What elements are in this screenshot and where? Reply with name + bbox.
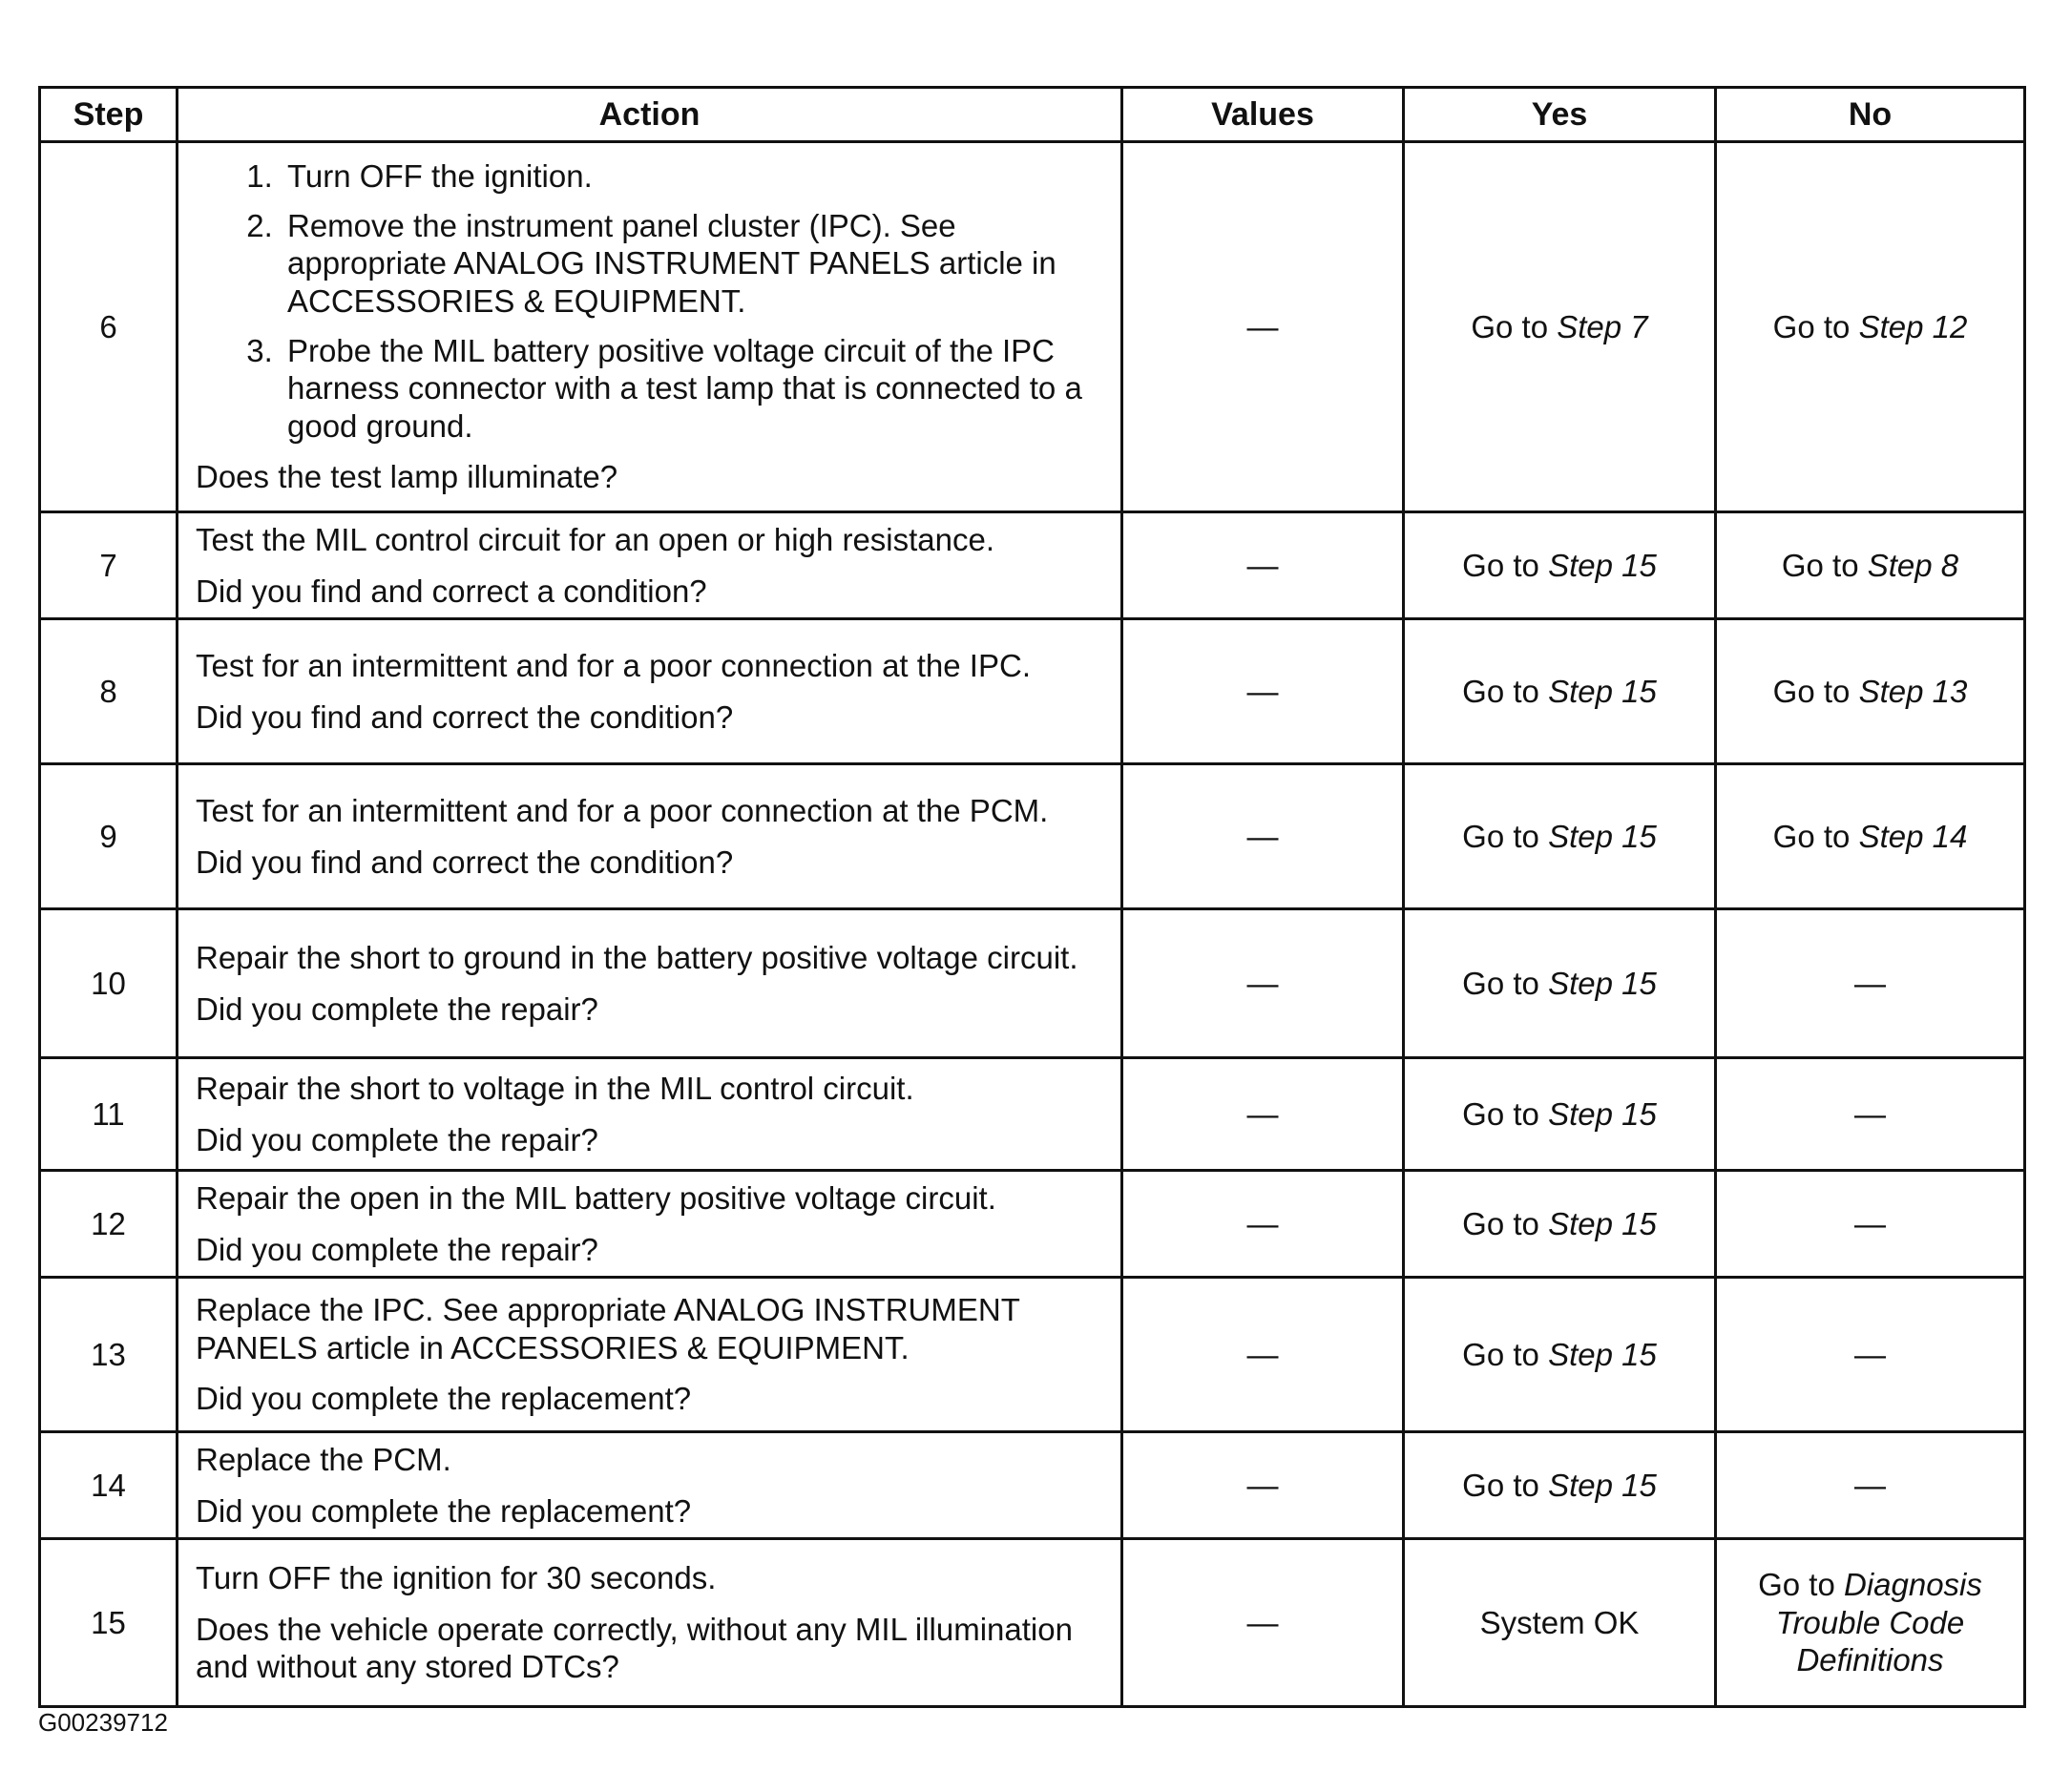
yes-cell (1404, 1058, 1716, 1171)
values-cell: — (1122, 909, 1404, 1058)
yes-cell (1404, 619, 1716, 764)
no-cell (1716, 1539, 2025, 1707)
table-row (40, 512, 2025, 619)
action-question: Did you complete the replacement? (196, 1381, 692, 1417)
action-text: Test for an intermittent and for a poor connection at the PCM. (196, 792, 1049, 828)
values-cell: — (1122, 1058, 1404, 1171)
values-cell: — (1122, 142, 1404, 512)
no-cell (1716, 1058, 2025, 1171)
yes-goto-prefix: Go to (1462, 1467, 1549, 1503)
action-question: Does the test lamp illuminate? (196, 459, 618, 495)
action-text: Repair the short to voltage in the MIL control circuit. (196, 1070, 914, 1106)
no-goto-prefix: Go to (1772, 818, 1859, 854)
action-cell (178, 1278, 1122, 1432)
action-cell (178, 512, 1122, 619)
yes-goto-step: Step 15 (1548, 1336, 1657, 1372)
no-cell (1716, 619, 2025, 764)
action-text: Turn OFF the ignition for 30 seconds. (196, 1560, 717, 1596)
values-cell: — (1122, 764, 1404, 909)
yes-goto-step: Step 15 (1548, 547, 1657, 583)
step-number: 10 (40, 909, 178, 1058)
yes-cell (1404, 142, 1716, 512)
action-question: Did you find and correct the condition? (196, 844, 734, 880)
action-question: Did you complete the repair? (196, 1231, 598, 1267)
values-cell: — (1122, 619, 1404, 764)
step-number: 14 (40, 1432, 178, 1539)
action-question: Did you find and correct the condition? (196, 698, 734, 735)
no-result: — (1854, 1095, 1886, 1132)
header-yes: Yes (1404, 88, 1716, 142)
yes-cell (1404, 1432, 1716, 1539)
action-substep: 2. Remove the instrument panel cluster (IPC). See appropriate ANALOG INSTRUMENT PANELS article in ACCESSORIES & EQUIPMENT. (282, 207, 1103, 321)
action-question: Did you complete the repair? (196, 1121, 598, 1157)
action-text: Test the MIL control circuit for an open or high resistance. (196, 521, 995, 557)
no-goto-prefix: Go to (1781, 547, 1868, 583)
no-cell (1716, 1278, 2025, 1432)
header-values: Values (1122, 88, 1404, 142)
action-question: Did you find and correct a condition? (196, 573, 707, 609)
yes-goto-prefix: Go to (1462, 818, 1549, 854)
no-cell (1716, 1171, 2025, 1278)
values-cell: — (1122, 1432, 1404, 1539)
no-goto-prefix: Go to (1758, 1567, 1844, 1603)
yes-result: System OK (1479, 1604, 1640, 1640)
action-cell (178, 142, 1122, 512)
yes-goto-prefix: Go to (1462, 1095, 1549, 1132)
no-cell (1716, 512, 2025, 619)
yes-cell (1404, 764, 1716, 909)
table-row (40, 142, 2025, 512)
table-row (40, 764, 2025, 909)
no-goto-step: Step 12 (1858, 308, 1968, 344)
action-cell (178, 1432, 1122, 1539)
values-cell: — (1122, 1278, 1404, 1432)
action-cell (178, 909, 1122, 1058)
yes-goto-prefix: Go to (1462, 965, 1549, 1001)
no-cell (1716, 142, 2025, 512)
header-step: Step (40, 88, 178, 142)
yes-cell (1404, 512, 1716, 619)
table-row (40, 619, 2025, 764)
no-goto-prefix: Go to (1772, 673, 1859, 709)
header-row (40, 88, 2025, 142)
no-goto-step: Diagnosis Trouble Code Definitions (1775, 1567, 1982, 1678)
no-result: — (1854, 1205, 1886, 1241)
action-text: Replace the PCM. (196, 1441, 451, 1477)
header-action: Action (178, 88, 1122, 142)
action-cell (178, 1171, 1122, 1278)
step-number: 12 (40, 1171, 178, 1278)
action-cell (178, 1058, 1122, 1171)
no-cell (1716, 764, 2025, 909)
no-result: — (1854, 1336, 1886, 1372)
table-row (40, 1171, 2025, 1278)
action-cell (178, 1539, 1122, 1707)
table-row (40, 1278, 2025, 1432)
no-cell (1716, 1432, 2025, 1539)
action-substep: 3. Probe the MIL battery positive voltage circuit of the IPC harness connector with a test lamp that is connected to a good ground. (282, 332, 1103, 446)
yes-cell (1404, 909, 1716, 1058)
action-substep: 1. Turn OFF the ignition. (282, 157, 1103, 196)
values-cell: — (1122, 1539, 1404, 1707)
step-number: 13 (40, 1278, 178, 1432)
yes-goto-step: Step 15 (1548, 673, 1657, 709)
step-number: 9 (40, 764, 178, 909)
yes-cell (1404, 1278, 1716, 1432)
no-goto-step: Step 13 (1858, 673, 1968, 709)
no-goto-step: Step 8 (1867, 547, 1959, 583)
yes-goto-step: Step 15 (1548, 1205, 1657, 1241)
header-no: No (1716, 88, 2025, 142)
no-result: — (1854, 965, 1886, 1001)
action-text: Repair the open in the MIL battery positive voltage circuit. (196, 1179, 996, 1216)
table-row (40, 1058, 2025, 1171)
action-question: Did you complete the replacement? (196, 1492, 692, 1529)
yes-cell (1404, 1539, 1716, 1707)
action-text: Replace the IPC. See appropriate ANALOG INSTRUMENT PANELS article in ACCESSORIES & EQUIPMENT. (196, 1292, 1020, 1365)
yes-goto-step: Step 7 (1557, 308, 1648, 344)
yes-goto-prefix: Go to (1462, 673, 1549, 709)
no-cell (1716, 909, 2025, 1058)
step-number: 6 (40, 142, 178, 512)
step-number: 8 (40, 619, 178, 764)
yes-goto-step: Step 15 (1548, 1467, 1657, 1503)
values-cell: — (1122, 1171, 1404, 1278)
diagnostic-table (38, 86, 2026, 1708)
yes-goto-prefix: Go to (1462, 547, 1549, 583)
table-row (40, 1432, 2025, 1539)
yes-goto-step: Step 15 (1548, 1095, 1657, 1132)
action-cell (178, 764, 1122, 909)
action-question: Does the vehicle operate correctly, without any MIL illumination and without any stored DTCs? (196, 1611, 1073, 1685)
table-row (40, 1539, 2025, 1707)
no-result: — (1854, 1467, 1886, 1503)
yes-cell (1404, 1171, 1716, 1278)
no-goto-step: Step 14 (1858, 818, 1968, 854)
figure-id: G00239712 (38, 1708, 168, 1737)
yes-goto-prefix: Go to (1462, 1205, 1549, 1241)
action-question: Did you complete the repair? (196, 990, 598, 1027)
step-number: 15 (40, 1539, 178, 1707)
yes-goto-prefix: Go to (1471, 308, 1558, 344)
action-text: Repair the short to ground in the battery positive voltage circuit. (196, 939, 1078, 975)
yes-goto-step: Step 15 (1548, 965, 1657, 1001)
action-cell (178, 619, 1122, 764)
values-cell: — (1122, 512, 1404, 619)
yes-goto-prefix: Go to (1462, 1336, 1549, 1372)
step-number: 11 (40, 1058, 178, 1171)
table-row (40, 909, 2025, 1058)
no-goto-prefix: Go to (1772, 308, 1859, 344)
action-text: Test for an intermittent and for a poor connection at the IPC. (196, 647, 1031, 683)
step-number: 7 (40, 512, 178, 619)
yes-goto-step: Step 15 (1548, 818, 1657, 854)
action-substeps (196, 157, 1103, 445)
